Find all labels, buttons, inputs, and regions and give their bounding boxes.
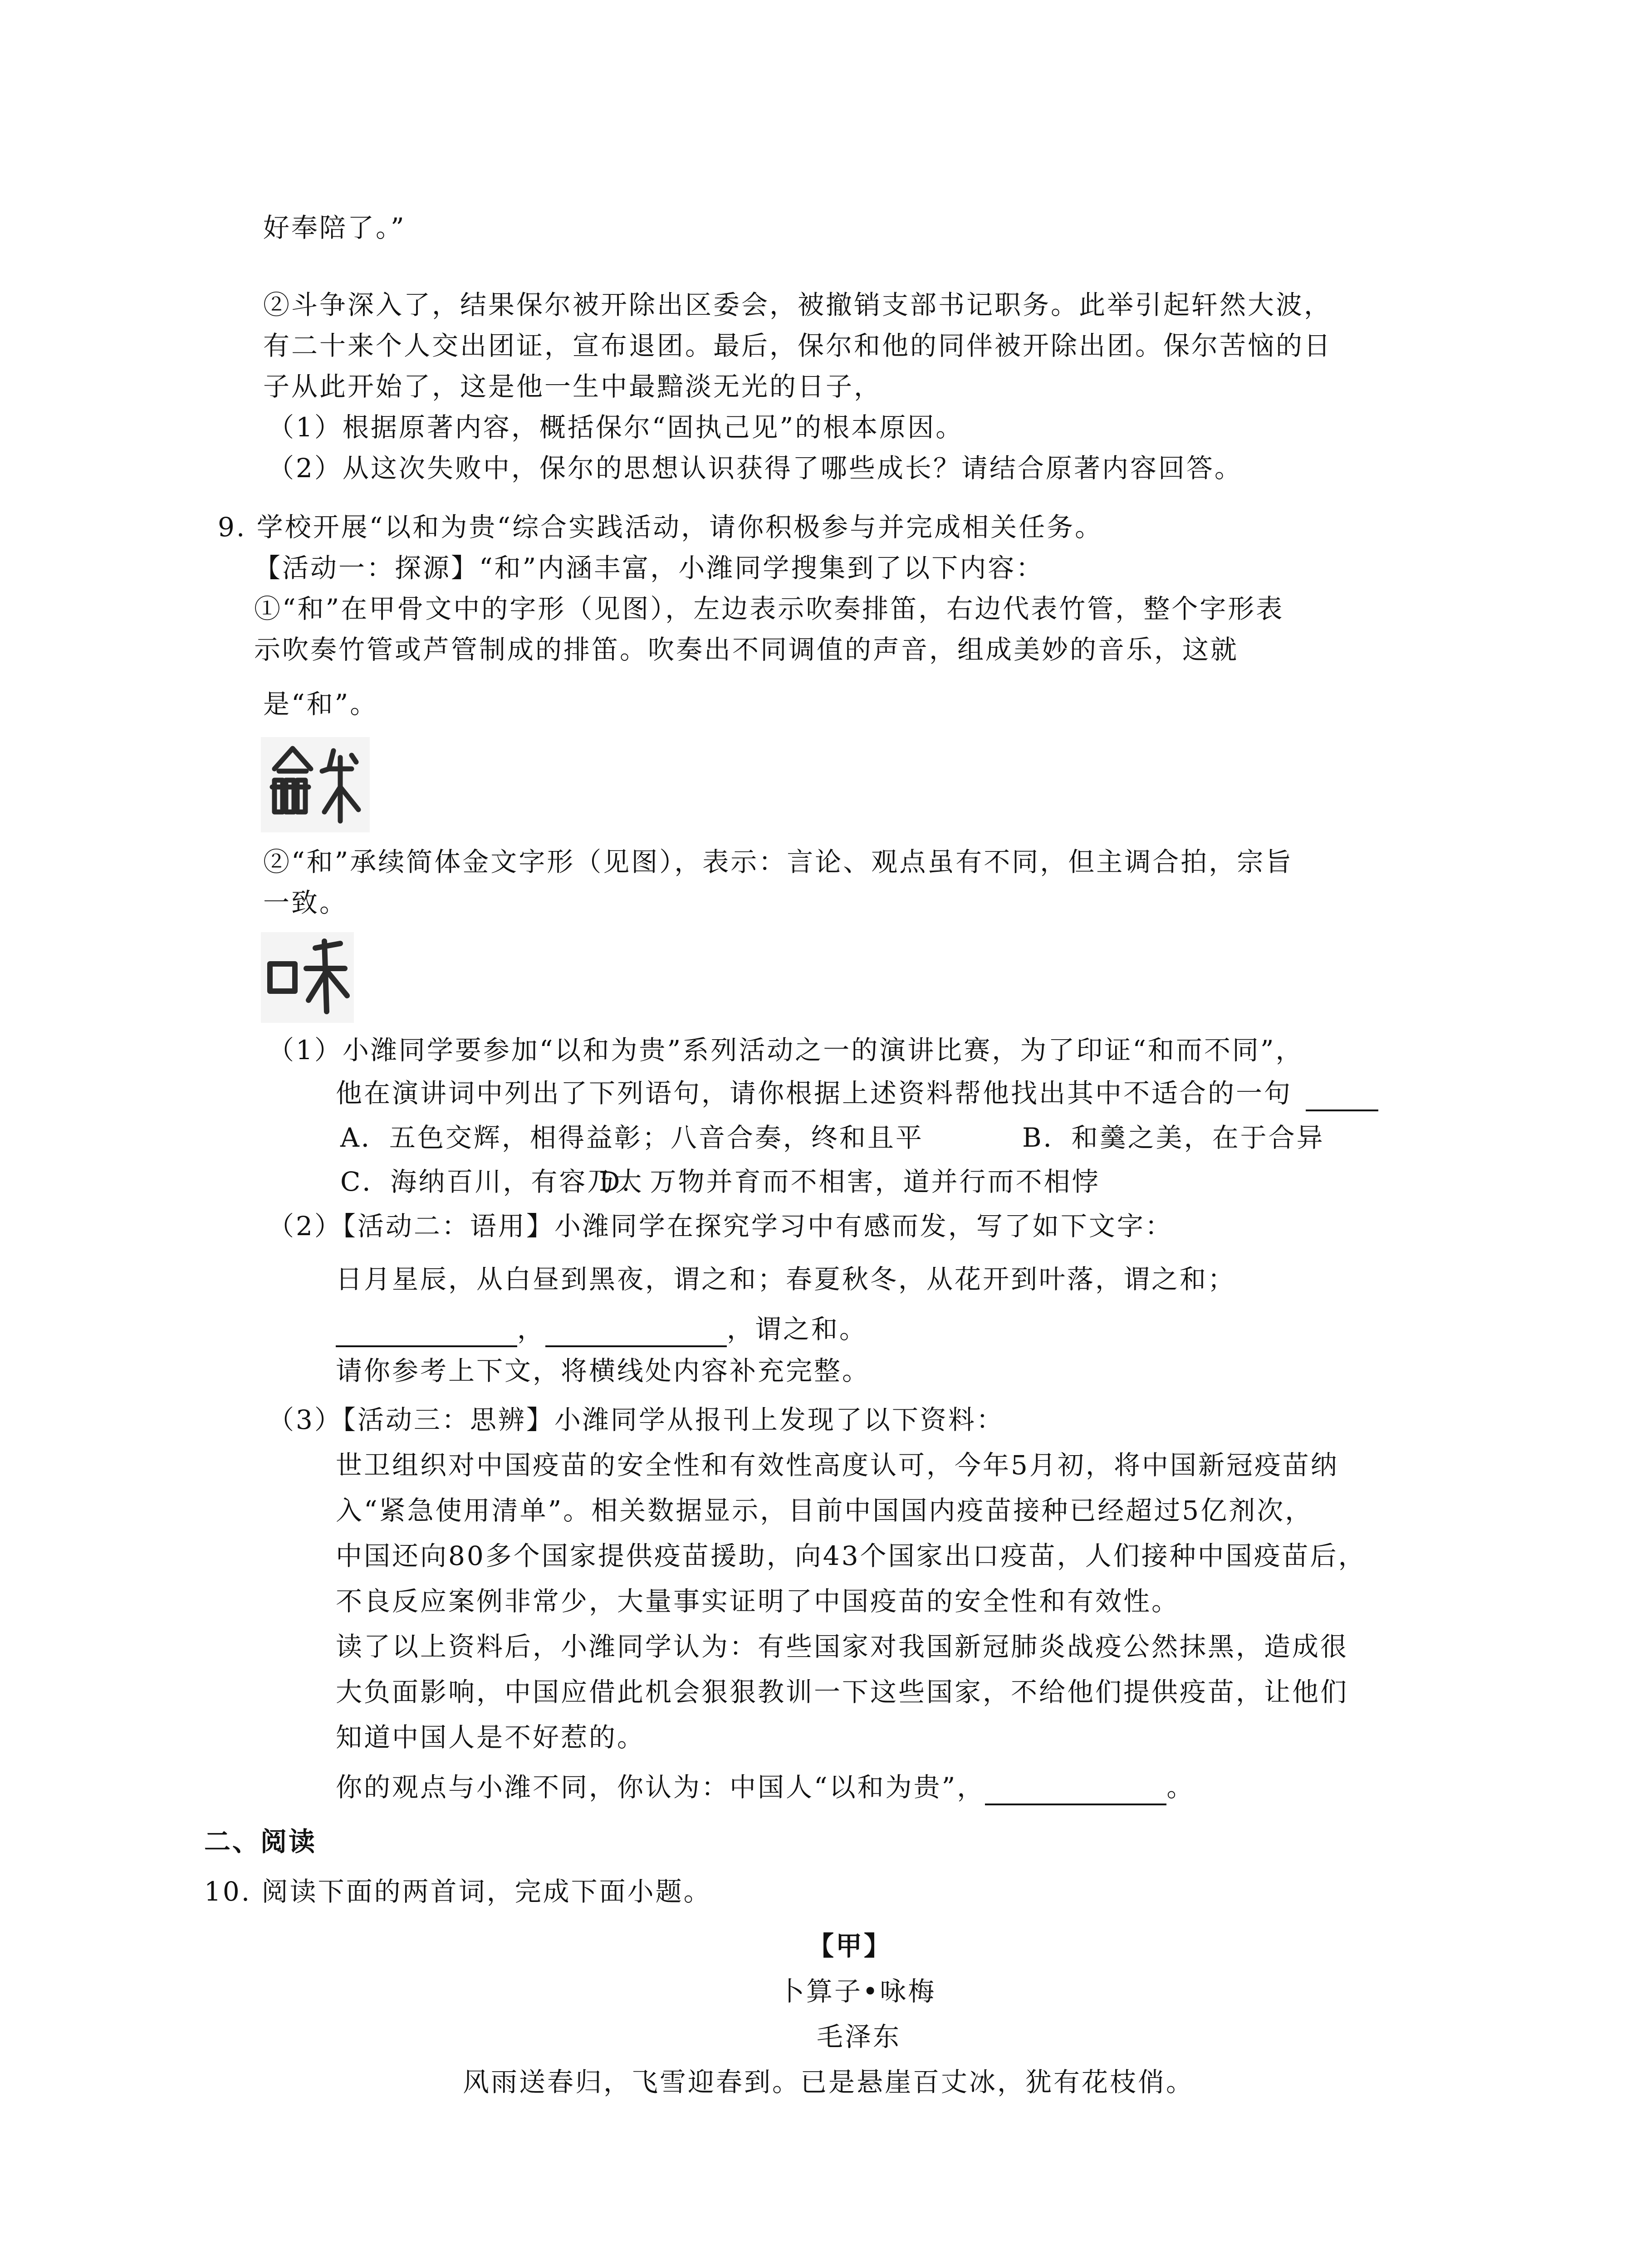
poem-mark: 【甲】: [808, 1931, 892, 1961]
q9-sub3-line9: [336, 1769, 1195, 1805]
q9-sub3-line2: 世卫组织对中国疫苗的安全性和有效性高度认可，今年5月初，将中国新冠疫苗纳: [336, 1450, 1339, 1481]
q9-sub1-line2: [336, 1075, 1378, 1111]
answer-blank[interactable]: [985, 1776, 1166, 1805]
poem-title: 卜算子•咏梅: [778, 1976, 936, 2007]
q9-sub3-prompt: 你的观点与小潍不同，你认为：中国人“以和为贵”，: [336, 1772, 985, 1803]
q9-sub2-line2: 日月星辰，从白昼到黑夜，谓之和；春夏秋冬，从花开到叶落，谓之和；: [336, 1264, 1236, 1295]
q9-sub3-end: 。: [1166, 1772, 1195, 1803]
cont-line-1: 好奉陪了。”: [263, 212, 406, 243]
q9-line3: ①“和”在甲骨文中的字形（见图），左边表示吹奏排笛，右边代表竹管，整个字形表: [254, 593, 1284, 624]
oracle-bone-he-glyph: [261, 737, 370, 832]
cont-line-2: ②斗争深入了，结果保尔被开除出区委会，被撤销支部书记职务。此举引起轩然大波，: [263, 289, 1332, 320]
q9-line6: ②“和”承续简体金文字形（见图），表示：言论、观点虽有不同，但主调合拍，宗旨: [263, 846, 1293, 877]
q9-activity1: 【活动一：探源】“和”内涵丰富，小潍同学搜集到了以下内容：: [254, 552, 1044, 583]
q9-sub3-line7: 大负面影响，中国应借此机会狠狠教训一下这些国家，不给他们提供疫苗，让他们: [336, 1677, 1349, 1707]
cont-question-2: （2）从这次失败中，保尔的思想认识获得了哪些成长？请结合原著内容回答。: [268, 453, 1243, 484]
bronze-script-he-glyph: [261, 932, 354, 1023]
q9-sub2-sep: ，: [517, 1314, 546, 1344]
q9-sub1-line1: （1）小潍同学要参加“以和为贵”系列活动之一的演讲比赛，为了印证“和而不同”，: [268, 1035, 1304, 1066]
answer-blank[interactable]: [336, 1318, 517, 1347]
q9-sub3-line4: 中国还向80多个国家提供疫苗援助，向43个国家出口疫苗，人们接种中国疫苗后，: [336, 1540, 1367, 1571]
section-heading: 二、阅读: [204, 1826, 317, 1857]
q9-sub2-line3: [336, 1311, 867, 1347]
q9-option-c: C．海纳百川，有容乃大: [340, 1166, 644, 1197]
q9-stem: 9. 学校开展“以和为贵“综合实践活动，请你积极参与并完成相关任务。: [218, 512, 1103, 543]
poem-line-1: 风雨送春归，飞雪迎春到。已是悬崖百丈冰，犹有花枝俏。: [463, 2067, 1195, 2097]
q9-option-a: A．五色交辉，相得益彰；八音合奏，终和且平: [340, 1122, 924, 1153]
q9-sub3-line3: 入“紧急使用清单”。相关数据显示，目前中国国内疫苗接种已经超过5亿剂次，: [336, 1495, 1313, 1526]
q9-sub3-line5: 不良反应案例非常少，大量事实证明了中国疫苗的安全性和有效性。: [336, 1586, 1180, 1617]
cont-question-1: （1）根据原著内容，概括保尔“固执己见”的根本原因。: [268, 412, 964, 443]
q9-option-b: B．和羹之美，在于合异: [1022, 1122, 1325, 1153]
q9-sub2-line4: 请你参考上下文，将横线处内容补充完整。: [336, 1355, 871, 1386]
poem-author: 毛泽东: [817, 2021, 901, 2052]
q9-sub2-line1: （2）【活动二：语用】小潍同学在探究学习中有感而发，写了如下文字：: [268, 1211, 1173, 1242]
q9-line4: 示吹奏竹管或芦管制成的排笛。吹奏出不同调值的声音，组成美妙的音乐，这就: [254, 634, 1239, 665]
q9-sub2-end: ，谓之和。: [727, 1314, 868, 1344]
q9-sub3-line1: （3）【活动三：思辨】小潍同学从报刊上发现了以下资料：: [268, 1404, 1004, 1435]
q10-stem: 10. 阅读下面的两首词，完成下面小题。: [204, 1876, 712, 1907]
q9-sub3-line6: 读了以上资料后，小潍同学认为：有些国家对我国新冠肺炎战疫公然抹黑，造成很: [336, 1631, 1349, 1662]
q9-sub1-text: 他在演讲词中列出了下列语句，请你根据上述资料帮他找出其中不适合的一句: [336, 1078, 1293, 1109]
q9-sub3-line8: 知道中国人是不好惹的。: [336, 1722, 646, 1753]
answer-blank[interactable]: [545, 1318, 727, 1347]
cont-line-3: 有二十来个人交出团证，宣布退团。最后，保尔和他的同伴被开除出团。保尔苦恼的日: [263, 330, 1332, 361]
answer-blank[interactable]: [1306, 1082, 1378, 1111]
q9-line7: 一致。: [263, 887, 348, 918]
q9-line5: 是“和”。: [263, 689, 378, 719]
q9-option-d: D．万物并育而不相害，道并行而不相悖: [599, 1166, 1100, 1197]
cont-line-4: 子从此开始了，这是他一生中最黯淡无光的日子，: [263, 371, 882, 402]
